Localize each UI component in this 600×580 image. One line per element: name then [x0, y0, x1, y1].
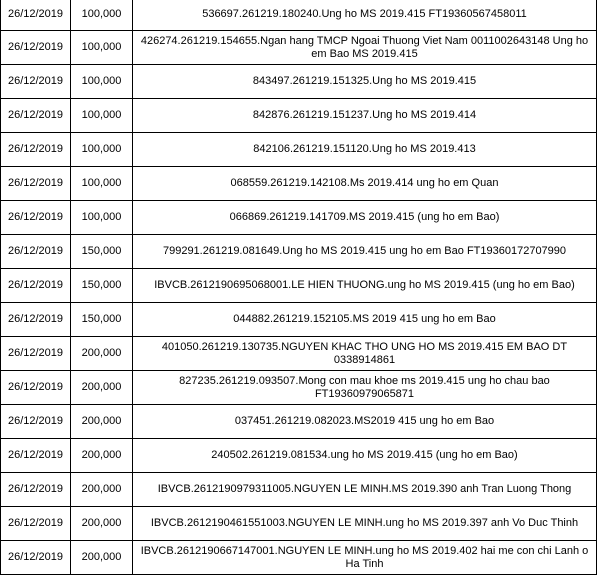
description-cell: 240502.261219.081534.ung ho MS 2019.415 (ung ho em Bao) [133, 439, 597, 473]
amount-cell: 100,000 [71, 201, 133, 235]
date-cell: 26/12/2019 [1, 507, 71, 541]
amount-cell: 200,000 [71, 541, 133, 575]
date-cell: 26/12/2019 [1, 541, 71, 575]
transactions-body [1, 0, 597, 575]
date-cell: 26/12/2019 [1, 303, 71, 337]
table-row [1, 439, 597, 473]
amount-cell: 200,000 [71, 473, 133, 507]
table-row [1, 303, 597, 337]
amount-cell: 200,000 [71, 405, 133, 439]
amount-cell: 150,000 [71, 235, 133, 269]
description-cell: 068559.261219.142108.Ms 2019.414 ung ho em Quan [133, 167, 597, 201]
date-cell: 26/12/2019 [1, 235, 71, 269]
description-cell: 536697.261219.180240.Ung ho MS 2019.415 FT19360567458011 [133, 0, 597, 31]
date-cell: 26/12/2019 [1, 133, 71, 167]
table-row [1, 405, 597, 439]
date-cell: 26/12/2019 [1, 99, 71, 133]
date-cell: 26/12/2019 [1, 201, 71, 235]
amount-cell: 200,000 [71, 439, 133, 473]
table-row [1, 507, 597, 541]
amount-cell: 100,000 [71, 133, 133, 167]
description-cell: IBVCB.2612190695068001.LE HIEN THUONG.ung ho MS 2019.415 (ung ho em Bao) [133, 269, 597, 303]
table-row [1, 65, 597, 99]
description-cell: 066869.261219.141709.MS 2019.415 (ung ho em Bao) [133, 201, 597, 235]
date-cell: 26/12/2019 [1, 473, 71, 507]
date-cell: 26/12/2019 [1, 269, 71, 303]
table-row [1, 31, 597, 65]
table-row [1, 473, 597, 507]
description-cell: 842876.261219.151237.Ung ho MS 2019.414 [133, 99, 597, 133]
date-cell: 26/12/2019 [1, 167, 71, 201]
amount-cell: 200,000 [71, 337, 133, 371]
amount-cell: 200,000 [71, 507, 133, 541]
amount-cell: 200,000 [71, 371, 133, 405]
amount-cell: 150,000 [71, 269, 133, 303]
amount-cell: 150,000 [71, 303, 133, 337]
amount-cell: 100,000 [71, 31, 133, 65]
description-cell: 843497.261219.151325.Ung ho MS 2019.415 [133, 65, 597, 99]
date-cell: 26/12/2019 [1, 65, 71, 99]
description-cell: 401050.261219.130735.NGUYEN KHAC THO UNG HO MS 2019.415 EM BAO DT 0338914861 [133, 337, 597, 371]
table-row [1, 133, 597, 167]
table-row [1, 235, 597, 269]
description-cell: 426274.261219.154655.Ngan hang TMCP Ngoai Thuong Viet Nam 0011002643148 Ung ho em Bao MS 2019.415 [133, 31, 597, 65]
amount-cell: 100,000 [71, 99, 133, 133]
description-cell: 827235.261219.093507.Mong con mau khoe ms 2019.415 ung ho chau bao FT19360979065871 [133, 371, 597, 405]
table-row [1, 541, 597, 575]
table-row [1, 201, 597, 235]
date-cell: 26/12/2019 [1, 439, 71, 473]
table-row [1, 371, 597, 405]
description-cell: 037451.261219.082023.MS2019 415 ung ho em Bao [133, 405, 597, 439]
date-cell: 26/12/2019 [1, 0, 71, 31]
description-cell: 799291.261219.081649.Ung ho MS 2019.415 ung ho em Bao FT19360172707990 [133, 235, 597, 269]
date-cell: 26/12/2019 [1, 405, 71, 439]
amount-cell: 100,000 [71, 0, 133, 31]
date-cell: 26/12/2019 [1, 337, 71, 371]
amount-cell: 100,000 [71, 65, 133, 99]
description-cell: 842106.261219.151120.Ung ho MS 2019.413 [133, 133, 597, 167]
table-row [1, 167, 597, 201]
table-row [1, 99, 597, 133]
date-cell: 26/12/2019 [1, 371, 71, 405]
amount-cell: 100,000 [71, 167, 133, 201]
table-row [1, 337, 597, 371]
table-row [1, 269, 597, 303]
date-cell: 26/12/2019 [1, 31, 71, 65]
description-cell: IBVCB.2612190667147001.NGUYEN LE MINH.ung ho MS 2019.402 hai me con chi Lanh o Ha Tinh [133, 541, 597, 575]
description-cell: IBVCB.2612190979311005.NGUYEN LE MINH.MS 2019.390 anh Tran Luong Thong [133, 473, 597, 507]
description-cell: 044882.261219.152105.MS 2019 415 ung ho em Bao [133, 303, 597, 337]
table-row [1, 0, 597, 31]
description-cell: IBVCB.2612190461551003.NGUYEN LE MINH.ung ho MS 2019.397 anh Vo Duc Thinh [133, 507, 597, 541]
